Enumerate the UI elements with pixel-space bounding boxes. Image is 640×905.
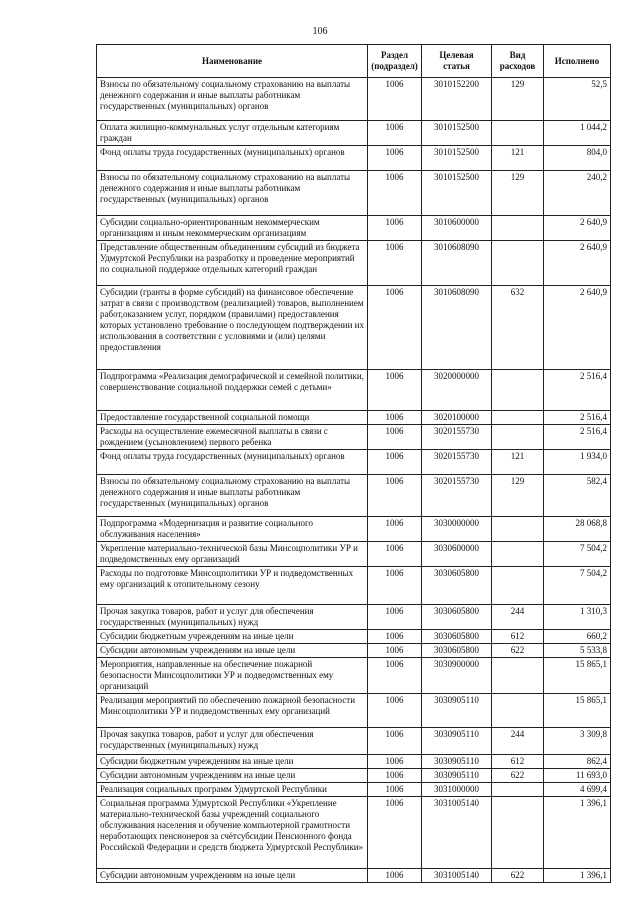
cell-type: 622 — [492, 769, 544, 783]
cell-article: 3010600000 — [422, 216, 492, 241]
cell-article: 3020155730 — [422, 475, 492, 517]
cell-amount: 660,2 — [544, 630, 611, 644]
cell-section: 1006 — [368, 797, 422, 869]
cell-section: 1006 — [368, 567, 422, 605]
cell-name: Расходы на осуществление ежемесячной выплаты в связи с рождением (усыновлением) первого ребенка — [97, 425, 368, 450]
cell-type — [492, 241, 544, 286]
cell-amount: 862,4 — [544, 755, 611, 769]
table-row — [97, 411, 611, 425]
cell-name: Мероприятия, направленные на обеспечение пожарной безопасности Минсоцполитики УР и подведомственных ему организаций — [97, 658, 368, 694]
cell-name: Субсидии автономным учреждениям на иные цели — [97, 769, 368, 783]
cell-article: 3020155730 — [422, 425, 492, 450]
cell-section: 1006 — [368, 728, 422, 755]
cell-amount: 7 504,2 — [544, 567, 611, 605]
cell-article: 3030905110 — [422, 694, 492, 728]
table-row — [97, 728, 611, 755]
cell-section: 1006 — [368, 783, 422, 797]
cell-name: Субсидии (гранты в форме субсидий) на финансовое обеспечение затрат в связи с производством (реализацией) товаров, выполнением работ,оказанием услуг, порядком (правилами) предоставления которых установлено требование о последующем подтверждении их использования в соответствии с условиями и (или) целями предоставления — [97, 286, 368, 370]
cell-amount: 15 865,1 — [544, 658, 611, 694]
cell-amount: 582,4 — [544, 475, 611, 517]
cell-type: 632 — [492, 286, 544, 370]
cell-name: Субсидии автономным учреждениям на иные цели — [97, 869, 368, 883]
cell-name: Прочая закупка товаров, работ и услуг для обеспечения государственных (муниципальных) нужд — [97, 605, 368, 630]
cell-section: 1006 — [368, 869, 422, 883]
cell-article: 3030900000 — [422, 658, 492, 694]
cell-section: 1006 — [368, 286, 422, 370]
cell-section: 1006 — [368, 475, 422, 517]
cell-section: 1006 — [368, 644, 422, 658]
cell-name: Оплата жилищно-коммунальных услуг отдельным категориям граждан — [97, 121, 368, 146]
cell-name: Подпрограмма «Модернизация и развитие социального обслуживания населения» — [97, 517, 368, 542]
header-name: Наименование — [97, 45, 368, 78]
table-row — [97, 783, 611, 797]
cell-article: 3030605800 — [422, 567, 492, 605]
cell-article: 3030605800 — [422, 630, 492, 644]
cell-article: 3010608090 — [422, 241, 492, 286]
cell-article: 3030905110 — [422, 769, 492, 783]
header-article: Целевая статья — [422, 45, 492, 78]
cell-amount: 2 640,9 — [544, 241, 611, 286]
cell-type — [492, 694, 544, 728]
cell-section: 1006 — [368, 630, 422, 644]
cell-article: 3010608090 — [422, 286, 492, 370]
header-section: Раздел (подраздел) — [368, 45, 422, 78]
table-row — [97, 171, 611, 216]
cell-article: 3031000000 — [422, 783, 492, 797]
cell-type: 622 — [492, 644, 544, 658]
cell-amount: 2 640,9 — [544, 216, 611, 241]
table-row — [97, 605, 611, 630]
cell-type — [492, 542, 544, 567]
table-row — [97, 425, 611, 450]
cell-amount: 804,0 — [544, 146, 611, 171]
table-row — [97, 450, 611, 475]
cell-article: 3010152500 — [422, 146, 492, 171]
cell-type — [492, 658, 544, 694]
cell-article: 3031005140 — [422, 869, 492, 883]
cell-name: Предоставление государственной социальной помощи — [97, 411, 368, 425]
cell-amount: 28 068,8 — [544, 517, 611, 542]
cell-section: 1006 — [368, 216, 422, 241]
cell-name: Субсидии автономным учреждениям на иные цели — [97, 644, 368, 658]
table-row — [97, 630, 611, 644]
cell-type: 612 — [492, 630, 544, 644]
cell-article: 3010152200 — [422, 78, 492, 121]
cell-amount: 3 309,8 — [544, 728, 611, 755]
cell-section: 1006 — [368, 241, 422, 286]
cell-article: 3030600000 — [422, 542, 492, 567]
cell-article: 3030000000 — [422, 517, 492, 542]
cell-section: 1006 — [368, 542, 422, 567]
table-row — [97, 567, 611, 605]
cell-amount: 1 934,0 — [544, 450, 611, 475]
table-row — [97, 644, 611, 658]
cell-name: Субсидии социально-ориентированным некоммерческим организациям и иным некоммерческим организациям — [97, 216, 368, 241]
cell-section: 1006 — [368, 411, 422, 425]
table-body — [97, 78, 611, 883]
cell-amount: 1 396,1 — [544, 869, 611, 883]
cell-section: 1006 — [368, 755, 422, 769]
cell-section: 1006 — [368, 425, 422, 450]
cell-type — [492, 567, 544, 605]
table-row — [97, 542, 611, 567]
cell-type: 129 — [492, 475, 544, 517]
cell-article: 3030605800 — [422, 605, 492, 630]
cell-section: 1006 — [368, 517, 422, 542]
cell-section: 1006 — [368, 658, 422, 694]
cell-section: 1006 — [368, 605, 422, 630]
cell-name: Социальная программа Удмуртской Республики «Укрепление материально-технической базы учреждений социального обслуживания населения и обучение компьютерной грамотности неработающих пенсионеров за счётсубсидии Пенсионного фонда Российской Федерации и средств бюджета Удмуртской Республики» — [97, 797, 368, 869]
cell-amount: 2 516,4 — [544, 370, 611, 411]
cell-type — [492, 411, 544, 425]
cell-type: 612 — [492, 755, 544, 769]
table-row — [97, 216, 611, 241]
cell-type — [492, 425, 544, 450]
cell-name: Субсидии бюджетным учреждениям на иные цели — [97, 630, 368, 644]
cell-article: 3030905110 — [422, 728, 492, 755]
cell-amount: 7 504,2 — [544, 542, 611, 567]
table-row — [97, 146, 611, 171]
cell-name: Прочая закупка товаров, работ и услуг для обеспечения государственных (муниципальных) нужд — [97, 728, 368, 755]
cell-article: 3020100000 — [422, 411, 492, 425]
cell-type: 244 — [492, 605, 544, 630]
cell-amount: 4 699,4 — [544, 783, 611, 797]
cell-amount: 52,5 — [544, 78, 611, 121]
budget-table — [96, 44, 611, 883]
cell-article: 3030605800 — [422, 644, 492, 658]
cell-name: Взносы по обязательному социальному страхованию на выплаты денежного содержания и иные выплаты работникам государственных (муниципальных) органов — [97, 475, 368, 517]
cell-amount: 15 865,1 — [544, 694, 611, 728]
table-row — [97, 286, 611, 370]
cell-section: 1006 — [368, 769, 422, 783]
header-type: Вид расходов — [492, 45, 544, 78]
cell-type — [492, 370, 544, 411]
cell-name: Реализация мероприятий по обеспечению пожарной безопасности Минсоцполитики УР и подведомственных ему организаций — [97, 694, 368, 728]
cell-amount: 1 044,2 — [544, 121, 611, 146]
cell-amount: 5 533,8 — [544, 644, 611, 658]
table-row — [97, 121, 611, 146]
cell-amount: 11 693,0 — [544, 769, 611, 783]
cell-amount: 2 516,4 — [544, 411, 611, 425]
cell-name: Фонд оплаты труда государственных (муниципальных) органов — [97, 146, 368, 171]
cell-name: Подпрограмма «Реализация демографической и семейной политики, совершенствование социальной поддержки семей с детьми» — [97, 370, 368, 411]
cell-section: 1006 — [368, 121, 422, 146]
table-row — [97, 869, 611, 883]
table-header-row — [97, 45, 611, 78]
cell-type — [492, 216, 544, 241]
cell-article: 3010152500 — [422, 171, 492, 216]
cell-type: 244 — [492, 728, 544, 755]
cell-type: 121 — [492, 450, 544, 475]
table-row — [97, 78, 611, 121]
cell-name: Взносы по обязательному социальному страхованию на выплаты денежного содержания и иные выплаты работникам государственных (муниципальных) органов — [97, 78, 368, 121]
page-number: 106 — [312, 26, 328, 37]
cell-type — [492, 121, 544, 146]
cell-article: 3030905110 — [422, 755, 492, 769]
table-row — [97, 797, 611, 869]
cell-name: Расходы по подготовке Минсоцполитики УР и подведомственных ему организаций к отопительному сезону — [97, 567, 368, 605]
table-row — [97, 658, 611, 694]
table-row — [97, 755, 611, 769]
cell-type: 121 — [492, 146, 544, 171]
table-row — [97, 241, 611, 286]
cell-name: Субсидии бюджетным учреждениям на иные цели — [97, 755, 368, 769]
cell-type — [492, 783, 544, 797]
cell-section: 1006 — [368, 171, 422, 216]
cell-section: 1006 — [368, 694, 422, 728]
cell-type: 129 — [492, 171, 544, 216]
cell-type: 622 — [492, 869, 544, 883]
cell-amount: 2 640,9 — [544, 286, 611, 370]
table-row — [97, 769, 611, 783]
cell-section: 1006 — [368, 370, 422, 411]
table-row — [97, 475, 611, 517]
cell-amount: 2 516,4 — [544, 425, 611, 450]
cell-name: Реализация социальных программ Удмуртской Республики — [97, 783, 368, 797]
cell-name: Укрепление материально-технической базы Минсоцполитики УР и подведомственных ему организаций — [97, 542, 368, 567]
cell-name: Взносы по обязательному социальному страхованию на выплаты денежного содержания и иные выплаты работникам государственных (муниципальных) органов — [97, 171, 368, 216]
table-row — [97, 370, 611, 411]
table-row — [97, 517, 611, 542]
cell-section: 1006 — [368, 146, 422, 171]
table-row — [97, 694, 611, 728]
cell-name: Фонд оплаты труда государственных (муниципальных) органов — [97, 450, 368, 475]
cell-amount: 1 310,3 — [544, 605, 611, 630]
cell-amount: 240,2 — [544, 171, 611, 216]
cell-article: 3020155730 — [422, 450, 492, 475]
cell-name: Представление общественным объединениям субсидий из бюджета Удмуртской Республики на разработку и проведение мероприятий по социальной поддержке отдельных категорий граждан — [97, 241, 368, 286]
cell-section: 1006 — [368, 78, 422, 121]
cell-amount: 1 396,1 — [544, 797, 611, 869]
cell-article: 3020000000 — [422, 370, 492, 411]
cell-type — [492, 797, 544, 869]
cell-section: 1006 — [368, 450, 422, 475]
cell-article: 3031005140 — [422, 797, 492, 869]
header-amount: Исполнено — [544, 45, 611, 78]
cell-type — [492, 517, 544, 542]
cell-article: 3010152500 — [422, 121, 492, 146]
cell-type: 129 — [492, 78, 544, 121]
